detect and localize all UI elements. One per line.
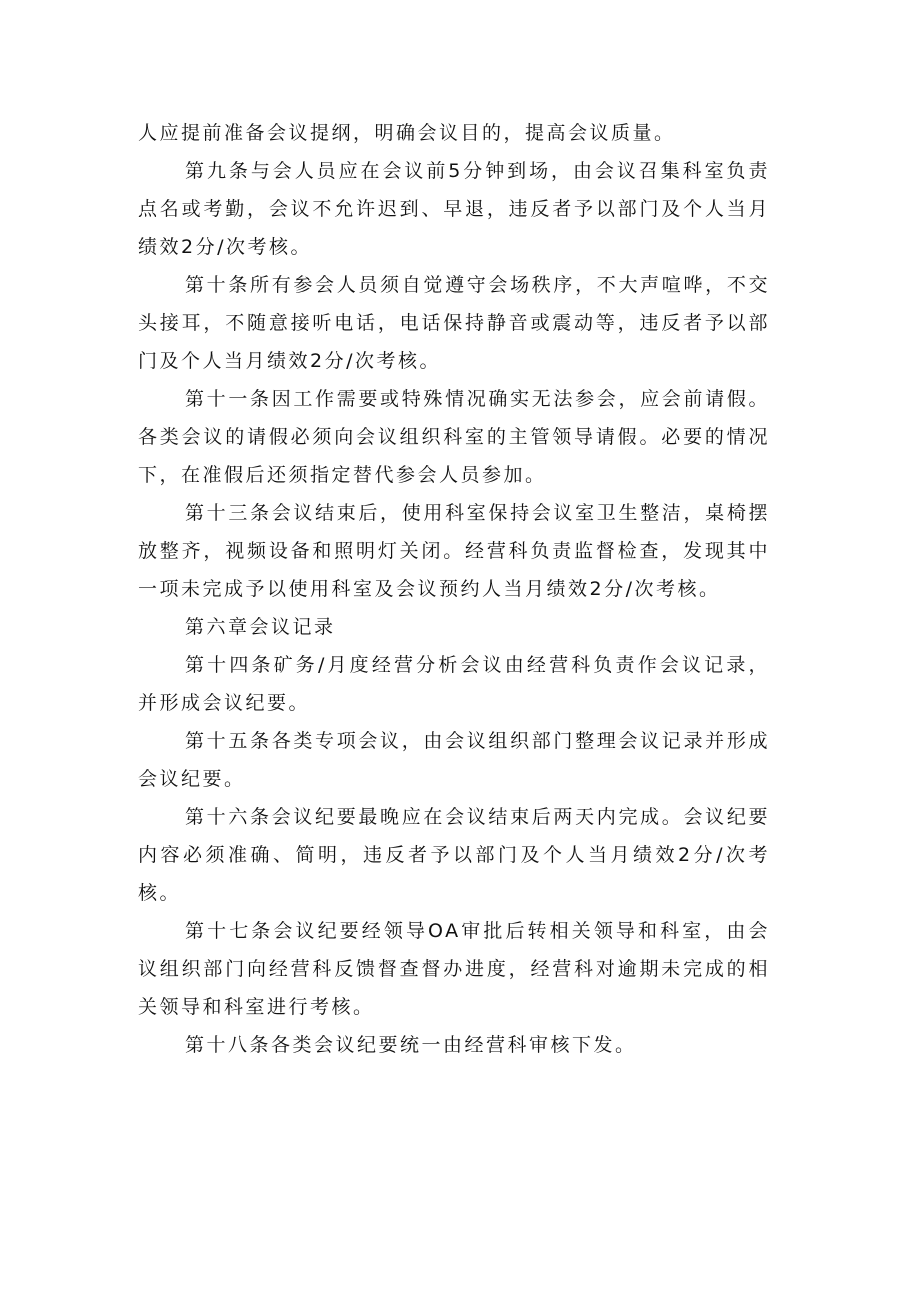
article-13: 第十三条会议结束后，使用科室保持会议室卫生整洁，桌椅摆放整齐，视频设备和照明灯关闭。经营科负责监督检查，发现其中一项未完成予以使用科室及会议预约人当月绩效2分/次考核。 <box>138 502 770 600</box>
article-18: 第十八条各类会议纪要统一由经营科审核下发。 <box>185 1034 637 1056</box>
chapter-6-heading: 第六章会议记录 <box>185 616 336 638</box>
article-17: 第十七条会议纪要经领导OA审批后转相关领导和科室，由会议组织部门向经营科反馈督查督办进度，经营科对逾期未完成的相关领导和科室进行考核。 <box>138 920 770 1018</box>
article-9: 第九条与会人员应在会议前5分钟到场，由会议召集科室负责点名或考勤，会议不允许迟到、早退，违反者予以部门及个人当月绩效2分/次考核。 <box>138 160 770 258</box>
article-10: 第十条所有参会人员须自觉遵守会场秩序，不大声喧哗，不交头接耳，不随意接听电话，电话保持静音或震动等，违反者予以部门及个人当月绩效2分/次考核。 <box>138 274 770 372</box>
article-11: 第十一条因工作需要或特殊情况确实无法参会，应会前请假。各类会议的请假必须向会议组织科室的主管领导请假。必要的情况下，在准假后还须指定替代参会人员参加。 <box>138 388 770 486</box>
article-15: 第十五条各类专项会议，由会议组织部门整理会议记录并形成会议纪要。 <box>138 730 770 790</box>
paragraph-continuation: 人应提前准备会议提纲，明确会议目的，提高会议质量。 <box>138 122 676 144</box>
document-body <box>138 114 770 1064</box>
article-16: 第十六条会议纪要最晚应在会议结束后两天内完成。会议纪要内容必须准确、简明，违反者予以部门及个人当月绩效2分/次考核。 <box>138 806 770 904</box>
article-14: 第十四条矿务/月度经营分析会议由经营科负责作会议记录，并形成会议纪要。 <box>138 654 770 714</box>
